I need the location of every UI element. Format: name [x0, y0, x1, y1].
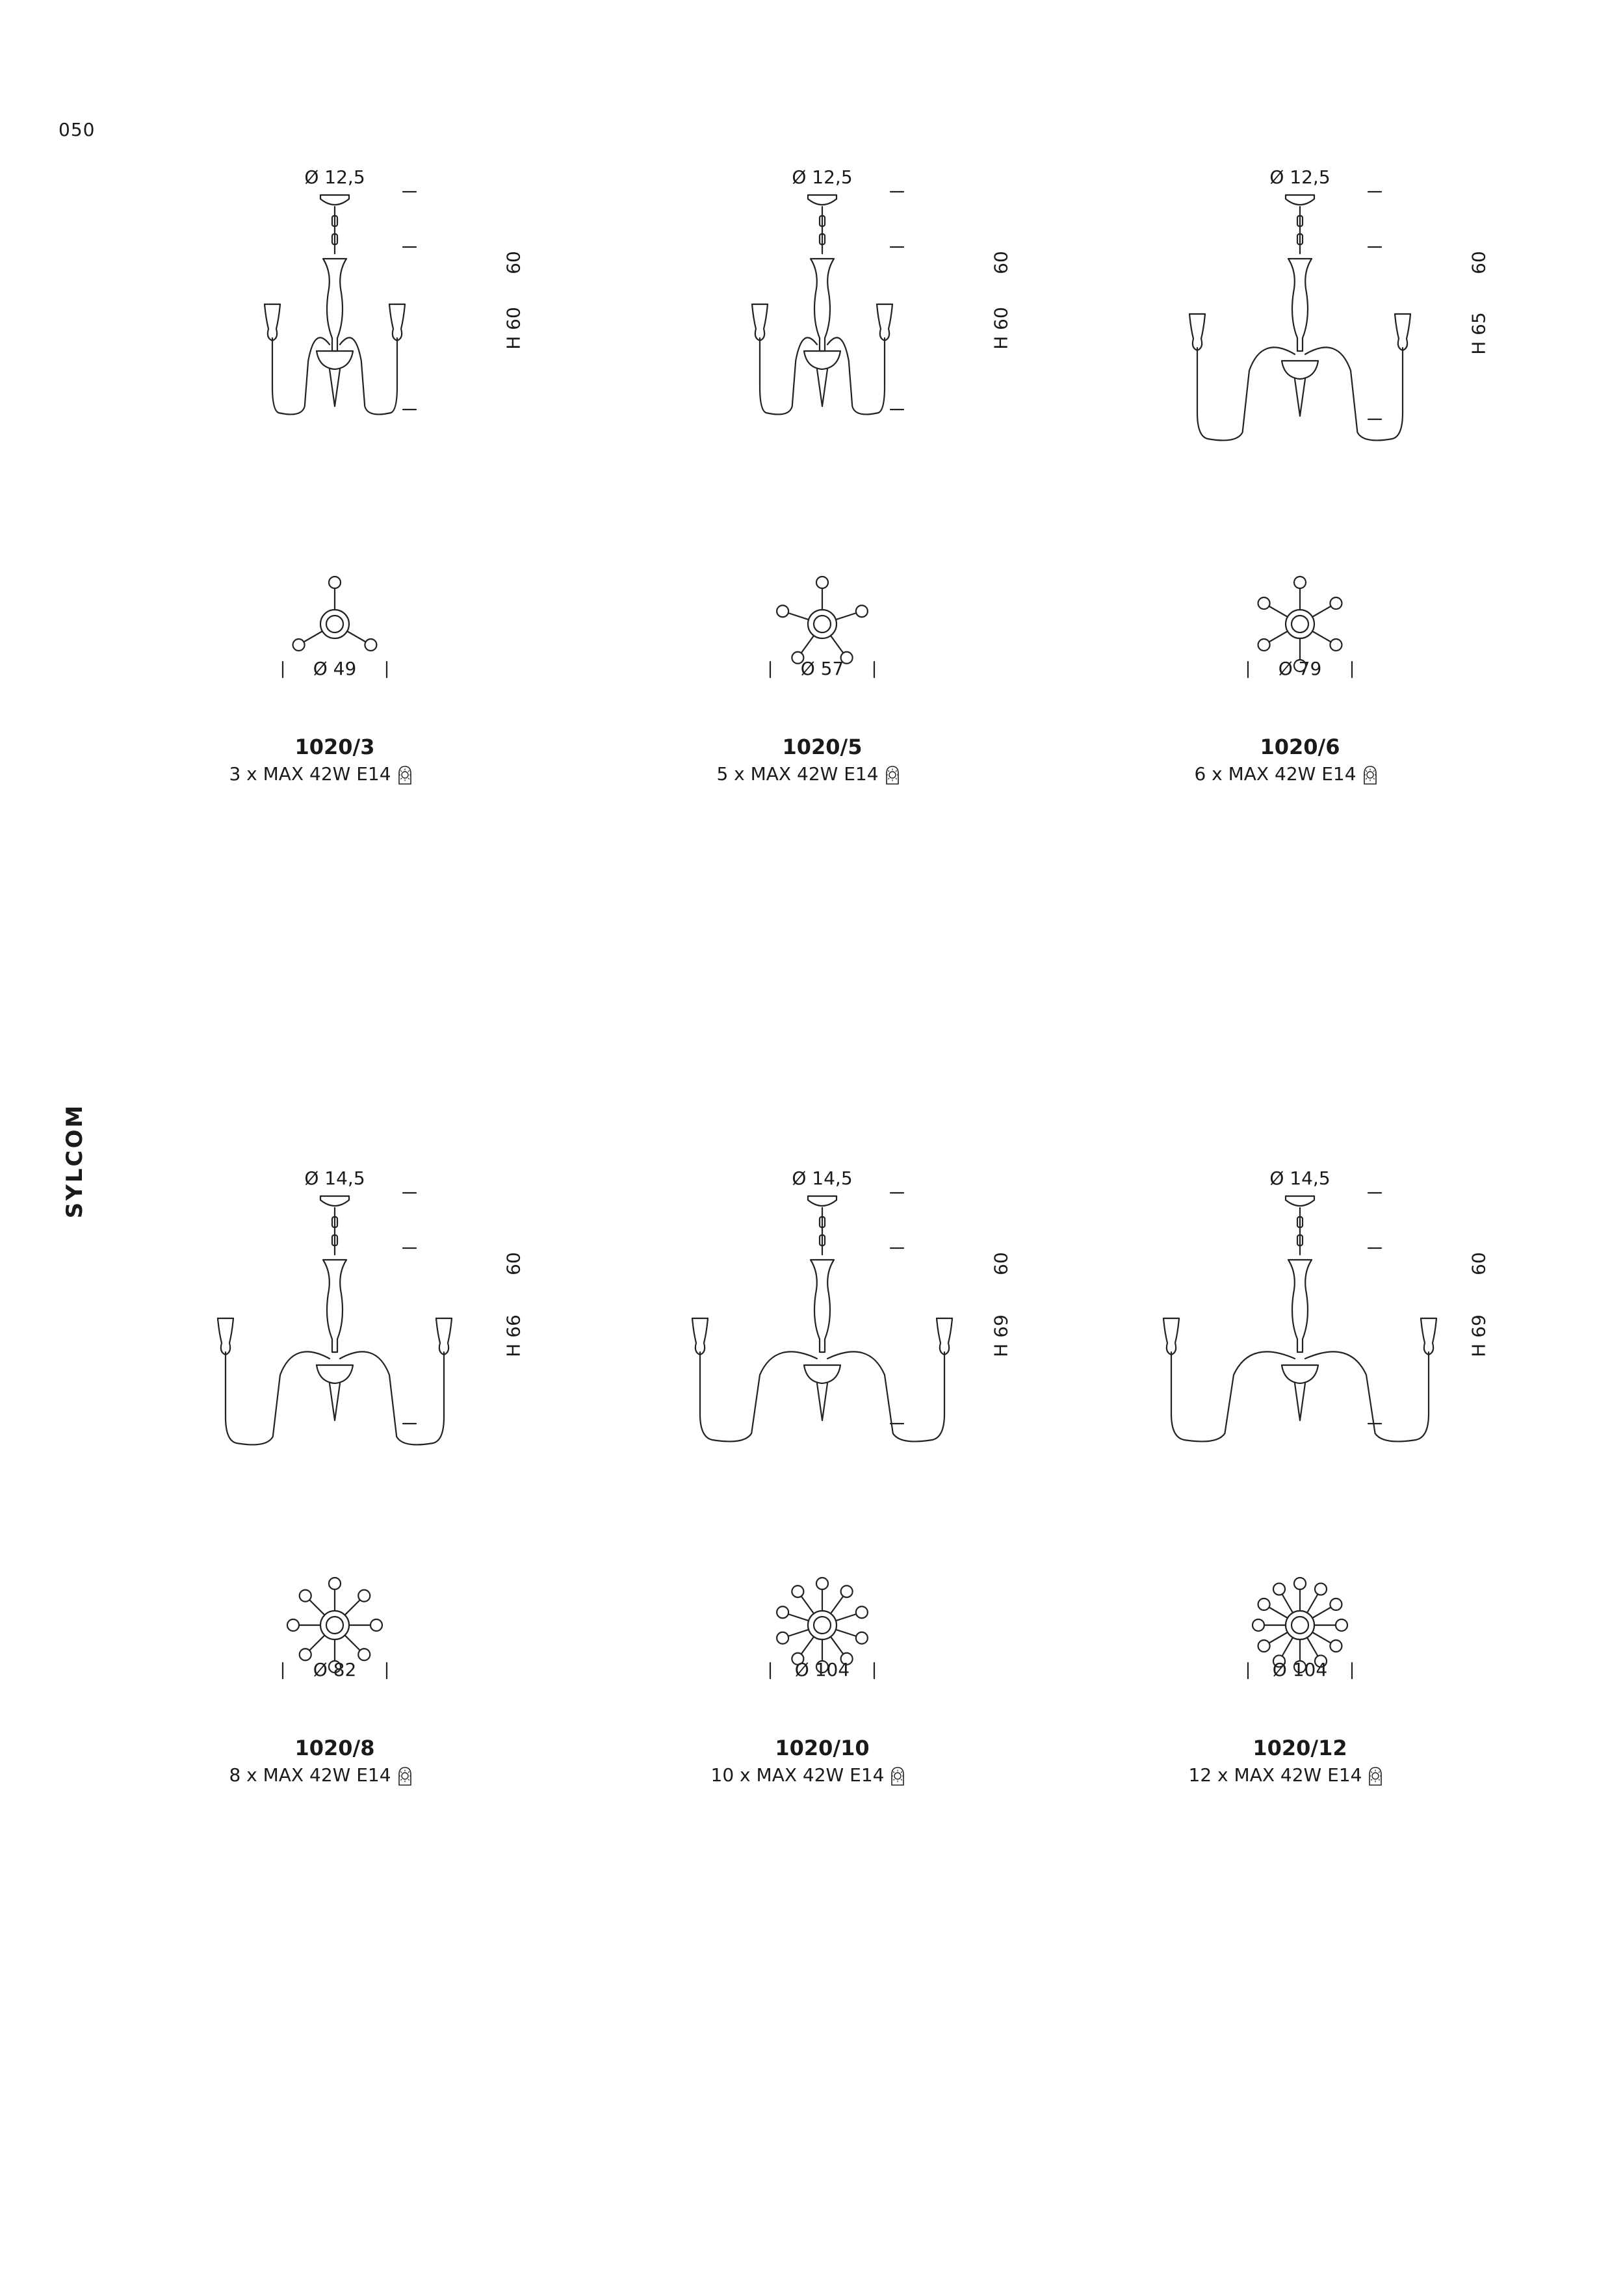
canopy: [1286, 195, 1314, 205]
plan-diameter: Ø 104: [1272, 1659, 1328, 1680]
stem: [323, 1260, 346, 1352]
plan-arm: [1312, 631, 1331, 642]
plan-cup: [370, 1619, 382, 1631]
candle-cup: [436, 1318, 452, 1355]
body-height: H 60: [502, 307, 525, 350]
stem: [323, 259, 346, 351]
plan-arm: [836, 1630, 856, 1636]
finial: [817, 1383, 827, 1420]
plan-hub: [320, 610, 349, 638]
bowl: [1282, 1365, 1318, 1383]
plan-cup: [358, 1649, 370, 1660]
plan-arm: [1269, 631, 1288, 642]
product-code: 1020/3: [294, 735, 375, 759]
plan-arm: [801, 1637, 814, 1654]
arm: [1305, 347, 1403, 440]
plan-hub: [1286, 610, 1314, 638]
side-view: [218, 1193, 452, 1444]
candle-cup: [265, 304, 280, 341]
plan-cup: [329, 1661, 341, 1673]
body-height: H 69: [1468, 1314, 1490, 1357]
plan-arm: [1282, 1594, 1293, 1613]
plan-arm: [1269, 1632, 1288, 1643]
plan-cup: [777, 1632, 788, 1644]
plan-cup: [1258, 639, 1270, 651]
plan-hub-inner: [326, 1617, 343, 1634]
spec-text: 3 x MAX 42W E14: [229, 763, 391, 785]
chandelier-drawing: [1196, 1131, 1586, 1781]
chain-length: 60: [990, 251, 1012, 274]
product-1020-6: [1196, 130, 1586, 839]
plan-cup: [1330, 1640, 1342, 1652]
candle-cup: [1163, 1318, 1179, 1355]
finial: [1295, 379, 1305, 416]
chandelier-drawing: [231, 1131, 621, 1781]
side-view: [1189, 192, 1410, 440]
plan-cup: [329, 1578, 341, 1589]
canopy: [320, 1196, 349, 1206]
spec-text: 8 x MAX 42W E14: [229, 1764, 391, 1786]
plan-cup: [816, 577, 828, 588]
product-code: 1020/8: [294, 1736, 375, 1760]
plan-arm: [347, 631, 366, 642]
plan-cup: [1258, 597, 1270, 609]
plan-cup: [792, 1585, 803, 1597]
bowl: [804, 351, 840, 369]
canopy-diameter: Ø 14,5: [792, 1168, 853, 1189]
chain-length: 60: [502, 251, 525, 274]
plan-cup: [1294, 1578, 1306, 1589]
candle-cup: [877, 304, 892, 341]
plan-cup: [792, 652, 803, 664]
plan-diameter: Ø 49: [313, 658, 357, 679]
arm: [340, 1351, 444, 1444]
plan-hub-inner: [814, 616, 831, 633]
chandelier-drawing: [231, 130, 621, 780]
plan-cup: [792, 1653, 803, 1665]
plan-cup: [1330, 1598, 1342, 1610]
body-height: H 69: [990, 1314, 1012, 1357]
plan-cup: [816, 1578, 828, 1589]
plan-cup: [1273, 1655, 1285, 1667]
plan-arm: [1282, 1637, 1293, 1656]
candle-cup: [1395, 314, 1410, 350]
product-1020-10: [710, 1131, 1108, 1840]
canopy-diameter: Ø 12,5: [792, 166, 853, 188]
arm: [827, 1351, 944, 1441]
plan-cup: [1294, 577, 1306, 588]
product-code: 1020/5: [782, 735, 863, 759]
bowl: [1282, 361, 1318, 379]
plan-cup: [841, 652, 853, 664]
plan-hub-inner: [1292, 616, 1308, 633]
spec-text: 6 x MAX 42W E14: [1194, 763, 1357, 785]
product-code: 1020/10: [775, 1736, 870, 1760]
plan-hub: [808, 1611, 837, 1639]
plan-arm: [788, 1630, 809, 1636]
plan-view: [283, 1578, 387, 1678]
plan-cup: [1294, 660, 1306, 672]
plan-cup: [1315, 1584, 1327, 1595]
chandelier-drawing: [718, 1131, 1108, 1781]
canopy: [1286, 1196, 1314, 1206]
plan-cup: [856, 1606, 868, 1618]
finial: [817, 369, 827, 406]
canopy: [808, 1196, 837, 1206]
plan-hub-inner: [814, 1617, 831, 1634]
stem: [811, 1260, 834, 1352]
side-view: [265, 192, 416, 414]
plan-arm: [801, 1597, 814, 1614]
plan-arm: [836, 1614, 856, 1621]
product-code: 1020/6: [1260, 735, 1340, 759]
plan-view: [1248, 577, 1352, 677]
plan-arm: [345, 1600, 360, 1615]
candle-cup: [692, 1318, 708, 1355]
bowl: [804, 1365, 840, 1383]
body-height: H 65: [1468, 311, 1490, 355]
plan-cup: [777, 605, 788, 617]
plan-cup: [856, 605, 868, 617]
plan-arm: [309, 1636, 324, 1650]
plan-cup: [1258, 1640, 1270, 1652]
product-1020-5: [718, 130, 1108, 839]
brand-label: SYLCOM: [62, 1103, 88, 1219]
chain-length: 60: [1468, 1252, 1490, 1275]
plan-diameter: Ø 82: [313, 1659, 357, 1680]
plan-arm: [1312, 1632, 1331, 1643]
plan-arm: [801, 636, 814, 653]
plan-arm: [1312, 1608, 1331, 1619]
plan-arm: [1312, 607, 1331, 618]
candle-cup: [752, 304, 768, 341]
plan-diameter: Ø 104: [794, 1659, 850, 1680]
page-number: 050: [58, 119, 96, 140]
finial: [330, 1383, 340, 1420]
plan-cup: [1330, 639, 1342, 651]
arm: [226, 1351, 330, 1444]
product-1020-8: [231, 1131, 621, 1840]
arm: [1197, 347, 1295, 440]
chain-length: 60: [990, 1252, 1012, 1275]
finial: [1295, 1383, 1305, 1420]
plan-arm: [1307, 1594, 1318, 1613]
arm: [760, 337, 817, 414]
stem: [1288, 1260, 1312, 1352]
chain-length: 60: [1468, 251, 1490, 274]
side-view: [692, 1193, 952, 1441]
plan-cup: [1258, 1598, 1270, 1610]
bowl: [317, 351, 353, 369]
plan-view: [283, 577, 387, 677]
plan-cup: [841, 1585, 853, 1597]
plan-hub: [808, 610, 837, 638]
product-code: 1020/12: [1253, 1736, 1347, 1760]
plan-cup: [287, 1619, 299, 1631]
canopy-diameter: Ø 14,5: [304, 1168, 365, 1189]
plan-diameter: Ø 79: [1278, 658, 1322, 679]
product-1020-3: [231, 130, 621, 839]
canopy-diameter: Ø 14,5: [1269, 1168, 1331, 1189]
arm: [827, 337, 885, 414]
plan-arm: [831, 636, 843, 653]
finial: [330, 369, 340, 406]
plan-arm: [831, 1597, 843, 1614]
plan-cup: [1294, 1661, 1306, 1673]
plan-cup: [1336, 1619, 1347, 1631]
arm: [340, 337, 397, 414]
canopy-diameter: Ø 12,5: [1269, 166, 1331, 188]
product-1020-12: [1188, 1131, 1586, 1840]
canopy: [320, 195, 349, 205]
plan-cup: [300, 1649, 311, 1660]
arm: [1171, 1351, 1295, 1441]
stem: [811, 259, 834, 351]
plan-diameter: Ø 57: [800, 658, 844, 679]
body-height: H 66: [502, 1314, 525, 1357]
plan-hub-inner: [326, 616, 343, 633]
plan-cup: [329, 577, 341, 588]
plan-view: [770, 1578, 874, 1678]
plan-cup: [365, 639, 376, 651]
chandelier-drawing: [1196, 130, 1586, 780]
plan-arm: [836, 613, 856, 620]
plan-cup: [1253, 1619, 1264, 1631]
plan-cup: [293, 639, 305, 651]
plan-arm: [788, 1614, 809, 1621]
candle-cup: [1189, 314, 1205, 350]
side-view: [752, 192, 903, 414]
canopy: [808, 195, 837, 205]
spec-text: 12 x MAX 42W E14: [1188, 1764, 1362, 1786]
candle-cup: [937, 1318, 952, 1355]
plan-view: [1248, 1578, 1352, 1678]
plan-arm: [309, 1600, 324, 1615]
plan-arm: [1307, 1637, 1318, 1656]
arm: [700, 1351, 817, 1441]
side-view: [1163, 1193, 1436, 1441]
chain-length: 60: [502, 1252, 525, 1275]
candle-cup: [389, 304, 405, 341]
arm: [272, 337, 330, 414]
plan-arm: [831, 1637, 843, 1654]
spec-text: 10 x MAX 42W E14: [710, 1764, 885, 1786]
plan-arm: [304, 631, 322, 642]
plan-view: [770, 577, 874, 677]
plan-hub-inner: [1292, 1617, 1308, 1634]
arm: [1305, 1351, 1429, 1441]
plan-cup: [358, 1590, 370, 1602]
plan-cup: [1315, 1655, 1327, 1667]
plan-cup: [1330, 597, 1342, 609]
plan-arm: [788, 613, 809, 620]
plan-cup: [777, 1606, 788, 1618]
plan-cup: [816, 1661, 828, 1673]
chandelier-drawing: [718, 130, 1108, 780]
plan-arm: [345, 1636, 360, 1650]
plan-arm: [1269, 1608, 1288, 1619]
spec-text: 5 x MAX 42W E14: [716, 763, 879, 785]
plan-cup: [841, 1653, 853, 1665]
plan-hub: [1286, 1611, 1314, 1639]
stem: [1288, 259, 1312, 351]
candle-cup: [218, 1318, 233, 1355]
canopy-diameter: Ø 12,5: [304, 166, 365, 188]
plan-cup: [300, 1590, 311, 1602]
candle-cup: [1421, 1318, 1436, 1355]
body-height: H 60: [990, 307, 1012, 350]
plan-cup: [856, 1632, 868, 1644]
plan-cup: [1273, 1584, 1285, 1595]
bowl: [317, 1365, 353, 1383]
plan-arm: [1269, 607, 1288, 618]
